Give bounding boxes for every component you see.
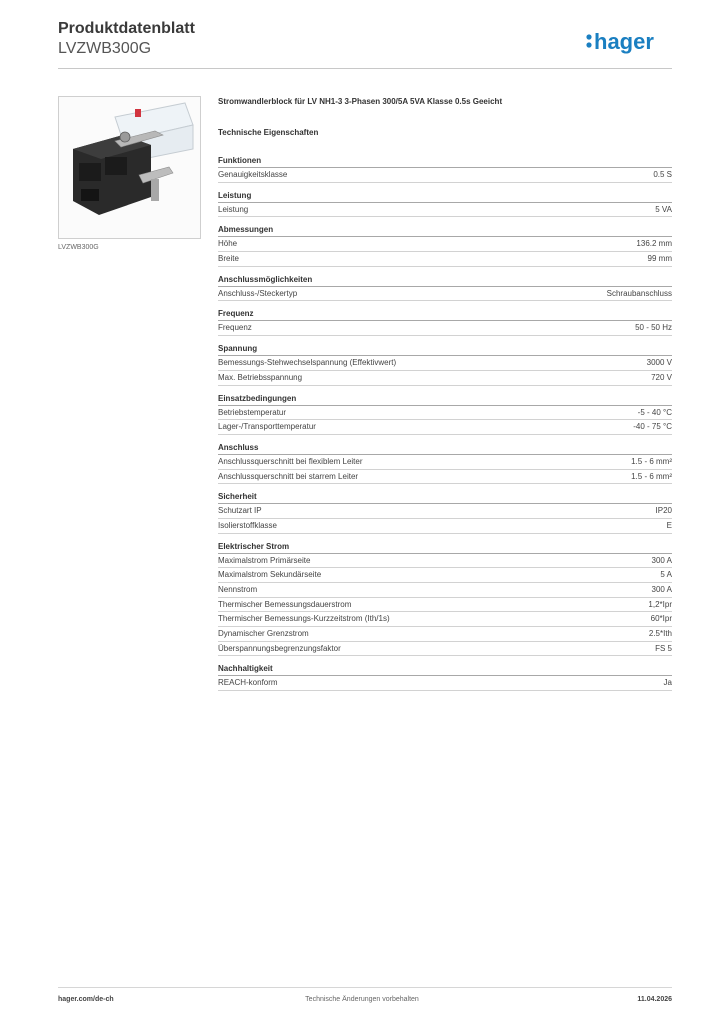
property-label: Anschlussquerschnitt bei flexiblem Leiter bbox=[218, 456, 363, 466]
section-title: Spannung bbox=[218, 342, 672, 356]
product-code: LVZWB300G bbox=[58, 40, 152, 57]
property-section bbox=[218, 392, 672, 435]
property-label: Höhe bbox=[218, 239, 238, 249]
property-row bbox=[218, 627, 672, 642]
property-row bbox=[218, 406, 672, 421]
property-value: Ja bbox=[663, 678, 672, 688]
property-value: 720 V bbox=[651, 372, 672, 382]
property-value: -5 - 40 °C bbox=[637, 407, 672, 417]
hager-logo bbox=[586, 27, 672, 57]
section-title: Elektrischer Strom bbox=[218, 540, 672, 554]
product-image bbox=[58, 96, 201, 239]
property-value: 50 - 50 Hz bbox=[635, 323, 672, 333]
property-label: Thermischer Bemessungsdauerstrom bbox=[218, 599, 352, 609]
property-row bbox=[218, 203, 672, 218]
property-label: REACH-konform bbox=[218, 678, 278, 688]
property-label: Lager-/Transporttemperatur bbox=[218, 422, 316, 432]
property-section bbox=[218, 154, 672, 183]
section-title: Anschlussmöglichkeiten bbox=[218, 273, 672, 287]
footer-date: 11.04.2026 bbox=[637, 996, 672, 1003]
property-label: Überspannungsbegrenzungsfaktor bbox=[218, 643, 341, 653]
property-label: Nennstrom bbox=[218, 585, 258, 594]
property-value: 300 A bbox=[651, 585, 672, 594]
property-value: 5 A bbox=[660, 570, 672, 580]
properties-list bbox=[218, 154, 672, 691]
property-row bbox=[218, 568, 672, 583]
footer-divider bbox=[58, 987, 672, 988]
property-row bbox=[218, 519, 672, 534]
property-row bbox=[218, 554, 672, 569]
property-row bbox=[218, 583, 672, 598]
property-row bbox=[218, 168, 672, 183]
property-row bbox=[218, 371, 672, 386]
property-row bbox=[218, 420, 672, 435]
property-value: 2.5*Ith bbox=[648, 629, 672, 639]
property-row bbox=[218, 612, 672, 627]
property-value: 300 A bbox=[651, 555, 672, 565]
image-caption: LVZWB300G bbox=[58, 244, 99, 251]
property-section bbox=[218, 490, 672, 533]
property-label: Frequenz bbox=[218, 323, 252, 333]
property-value: 99 mm bbox=[647, 254, 672, 264]
property-label: Anschlussquerschnitt bei starrem Leiter bbox=[218, 471, 359, 481]
property-value: Schraubanschluss bbox=[606, 288, 672, 298]
property-section bbox=[218, 307, 672, 336]
product-details bbox=[218, 97, 672, 697]
property-row bbox=[218, 504, 672, 519]
property-value: 136.2 mm bbox=[636, 239, 672, 249]
section-title: Abmessungen bbox=[218, 223, 672, 237]
property-label: Max. Betriebsspannung bbox=[218, 372, 303, 382]
section-title: Anschluss bbox=[218, 441, 672, 455]
property-section bbox=[218, 223, 672, 266]
property-label: Isolierstoffklasse bbox=[218, 520, 277, 530]
property-row bbox=[218, 642, 672, 657]
property-row bbox=[218, 287, 672, 302]
property-section bbox=[218, 662, 672, 691]
section-title: Sicherheit bbox=[218, 490, 672, 504]
property-value: FS 5 bbox=[655, 643, 672, 653]
property-section bbox=[218, 273, 672, 302]
document-title: Produktdatenblatt bbox=[58, 20, 195, 37]
section-title: Frequenz bbox=[218, 307, 672, 321]
property-label: Thermischer Bemessungs-Kurzzeitstrom (Ith/1s) bbox=[218, 614, 390, 624]
property-value: 1,2*Ipr bbox=[648, 599, 672, 609]
svg-text:hager: hager bbox=[594, 29, 654, 54]
property-section bbox=[218, 540, 672, 657]
property-value: 1.5 - 6 mm² bbox=[631, 456, 672, 466]
property-value: 60*Ipr bbox=[650, 614, 672, 624]
header-divider bbox=[58, 68, 672, 69]
product-description: Stromwandlerblock für LV NH1-3 3-Phasen 300/5A 5VA Klasse 0.5s Geeicht bbox=[218, 97, 503, 106]
section-title: Funktionen bbox=[218, 154, 672, 168]
properties-title: Technische Eigenschaften bbox=[218, 128, 319, 137]
property-row bbox=[218, 321, 672, 336]
property-label: Breite bbox=[218, 254, 239, 264]
property-label: Anschluss-/Steckertyp bbox=[218, 288, 298, 298]
property-row bbox=[218, 237, 672, 252]
section-title: Einsatzbedingungen bbox=[218, 392, 672, 406]
property-value: 3000 V bbox=[646, 358, 672, 368]
property-section bbox=[218, 342, 672, 385]
property-section bbox=[218, 189, 672, 218]
property-label: Genauigkeitsklasse bbox=[218, 170, 288, 179]
property-row bbox=[218, 252, 672, 267]
property-label: Betriebstemperatur bbox=[218, 407, 287, 417]
property-row bbox=[218, 598, 672, 613]
property-label: Bemessungs-Stehwechselspannung (Effektivwert) bbox=[218, 358, 397, 368]
property-row bbox=[218, 676, 672, 691]
property-value: 0.5 S bbox=[653, 170, 672, 179]
property-value: E bbox=[666, 520, 672, 530]
property-row bbox=[218, 356, 672, 371]
property-section bbox=[218, 441, 672, 484]
footer-notice: Technische Änderungen vorbehalten bbox=[305, 996, 419, 1003]
property-value: 5 VA bbox=[655, 204, 672, 214]
section-title: Leistung bbox=[218, 189, 672, 203]
property-label: Schutzart IP bbox=[218, 506, 262, 516]
footer-website[interactable]: hager.com/de-ch bbox=[58, 996, 114, 1003]
property-label: Maximalstrom Primärseite bbox=[218, 555, 311, 565]
property-row bbox=[218, 455, 672, 470]
property-label: Dynamischer Grenzstrom bbox=[218, 629, 309, 639]
property-label: Leistung bbox=[218, 204, 249, 214]
property-label: Maximalstrom Sekundärseite bbox=[218, 570, 322, 580]
property-value: -40 - 75 °C bbox=[633, 422, 672, 432]
section-title: Nachhaltigkeit bbox=[218, 662, 672, 676]
property-value: IP20 bbox=[655, 506, 672, 516]
property-value: 1.5 - 6 mm² bbox=[631, 471, 672, 481]
property-row bbox=[218, 470, 672, 485]
